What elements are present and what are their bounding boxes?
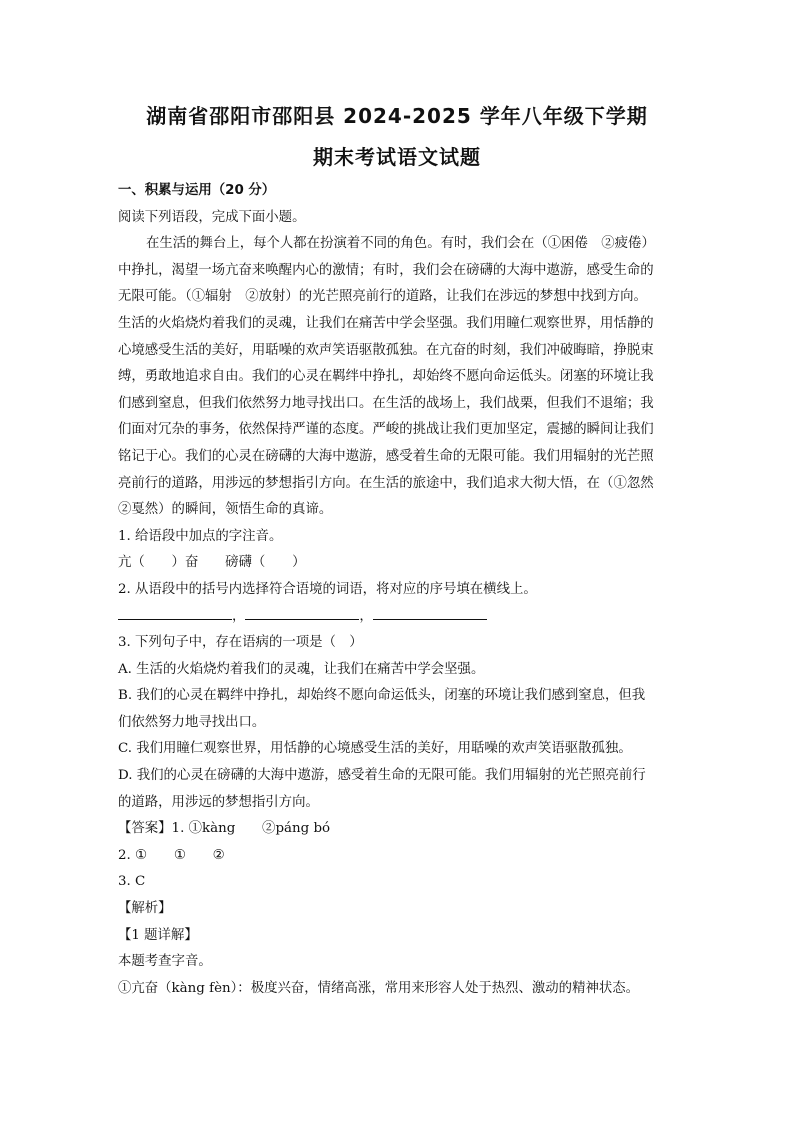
passage-line: 亮前行的道路，用涉远的梦想指引方向。在生活的旅途中，我们追求大彻大悟，在（①忽然 [118,475,654,491]
passage-line: 们面对冗杂的事务，依然保持严谨的态度。严峻的挑战让我们更加坚定，震撼的瞬间让我们 [118,422,654,438]
passage-line: 们感到窒息，但我们依然努力地寻找出口。在生活的战场上，我们战栗，但我们不退缩；我 [118,395,654,411]
question-3-option: 的道路，用涉远的梦想指引方向。 [118,794,319,810]
passage-line: 心境感受生活的美好，用聒噪的欢声笑语驱散孤独。在亢奋的时刻，我们冲破晦暗，挣脱束 [118,342,654,358]
question-3-option: 们依然努力地寻找出口。 [118,714,266,730]
page-title-line1: 湖南省邵阳市邵阳县 2024-2025 学年八年级下学期 [146,104,648,128]
passage-line: 铭记于心。我们的心灵在磅礴的大海中遨游，感受着生命的无限可能。我们用辐射的光芒照 [118,448,654,464]
answer-line: 【答案】1. ①kàng ②páng bó [118,821,331,837]
analysis-line: ①亢奋（kàng fèn）：极度兴奋，情绪高涨，常用来形容人处于热烈、激动的精神状态。 [118,980,640,996]
passage-line: 在生活的舞台上，每个人都在扮演着不同的角色。有时，我们会在（①困倦 ②疲倦） [146,236,655,252]
answer-blank-1[interactable] [118,605,232,620]
analysis-line: 本题考查字音。 [118,954,212,970]
passage-line: 生活的火焰烧灼着我们的灵魂，让我们在痛苦中学会坚强。我们用瞳仁观察世界，用恬静的 [118,315,654,331]
analysis-heading: 【解析】 [118,901,172,917]
document-body [118,178,680,1002]
answer-blank-3[interactable] [373,605,487,620]
answer-blank-2[interactable] [245,605,359,620]
passage-line: 缚，勇敢地追求自由。我们的心灵在羁绊中挣扎，却始终不愿向命运低头。闭塞的环境让我 [118,369,654,385]
answer-line: 3. C [118,874,146,890]
question-3-option: A. 生活的火焰烧灼着我们的灵魂，让我们在痛苦中学会坚强。 [118,661,485,677]
blank-separator: ， [232,608,246,624]
passage-line: ②戛然）的瞬间，领悟生命的真谛。 [118,502,333,518]
page-title-line2: 期末考试语文试题 [313,145,481,169]
answer-line: 2. ① ① ② [118,847,225,863]
question-1-blanks: 亢（ ）奋 磅礴（ ） [118,555,306,571]
question-2-answer-lines [118,604,680,631]
blank-separator: ， [359,608,373,624]
passage-line: 中挣扎，渴望一场亢奋来唤醒内心的激情；有时，我们会在磅礴的大海中遨游，感受生命的 [118,262,654,278]
analysis-subheading: 【1 题详解】 [118,927,198,943]
question-1-prompt: 1. 给语段中加点的字注音。 [118,528,283,544]
section-heading: 一、积累与运用（20 分） [118,183,276,198]
passage-line: 无限可能。（①辐射 ②放射）的光芒照亮前行的道路，让我们在涉远的梦想中找到方向。 [118,289,647,305]
question-3-option: C. 我们用瞳仁观察世界，用恬静的心境感受生活的美好，用聒噪的欢声笑语驱散孤独。 [118,741,632,757]
question-3-option: B. 我们的心灵在羁绊中挣扎，却始终不愿向命运低头，闭塞的环境让我们感到窒息，但我 [118,688,646,704]
question-3-option: D. 我们的心灵在磅礴的大海中遨游，感受着生命的无限可能。我们用辐射的光芒照亮前行 [118,768,646,784]
question-3-prompt: 3. 下列句子中，存在语病的一项是（ ） [118,635,363,651]
question-2-prompt: 2. 从语段中的括号内选择符合语境的词语，将对应的序号填在横线上。 [118,581,537,597]
section-instruction: 阅读下列语段，完成下面小题。 [118,209,306,225]
